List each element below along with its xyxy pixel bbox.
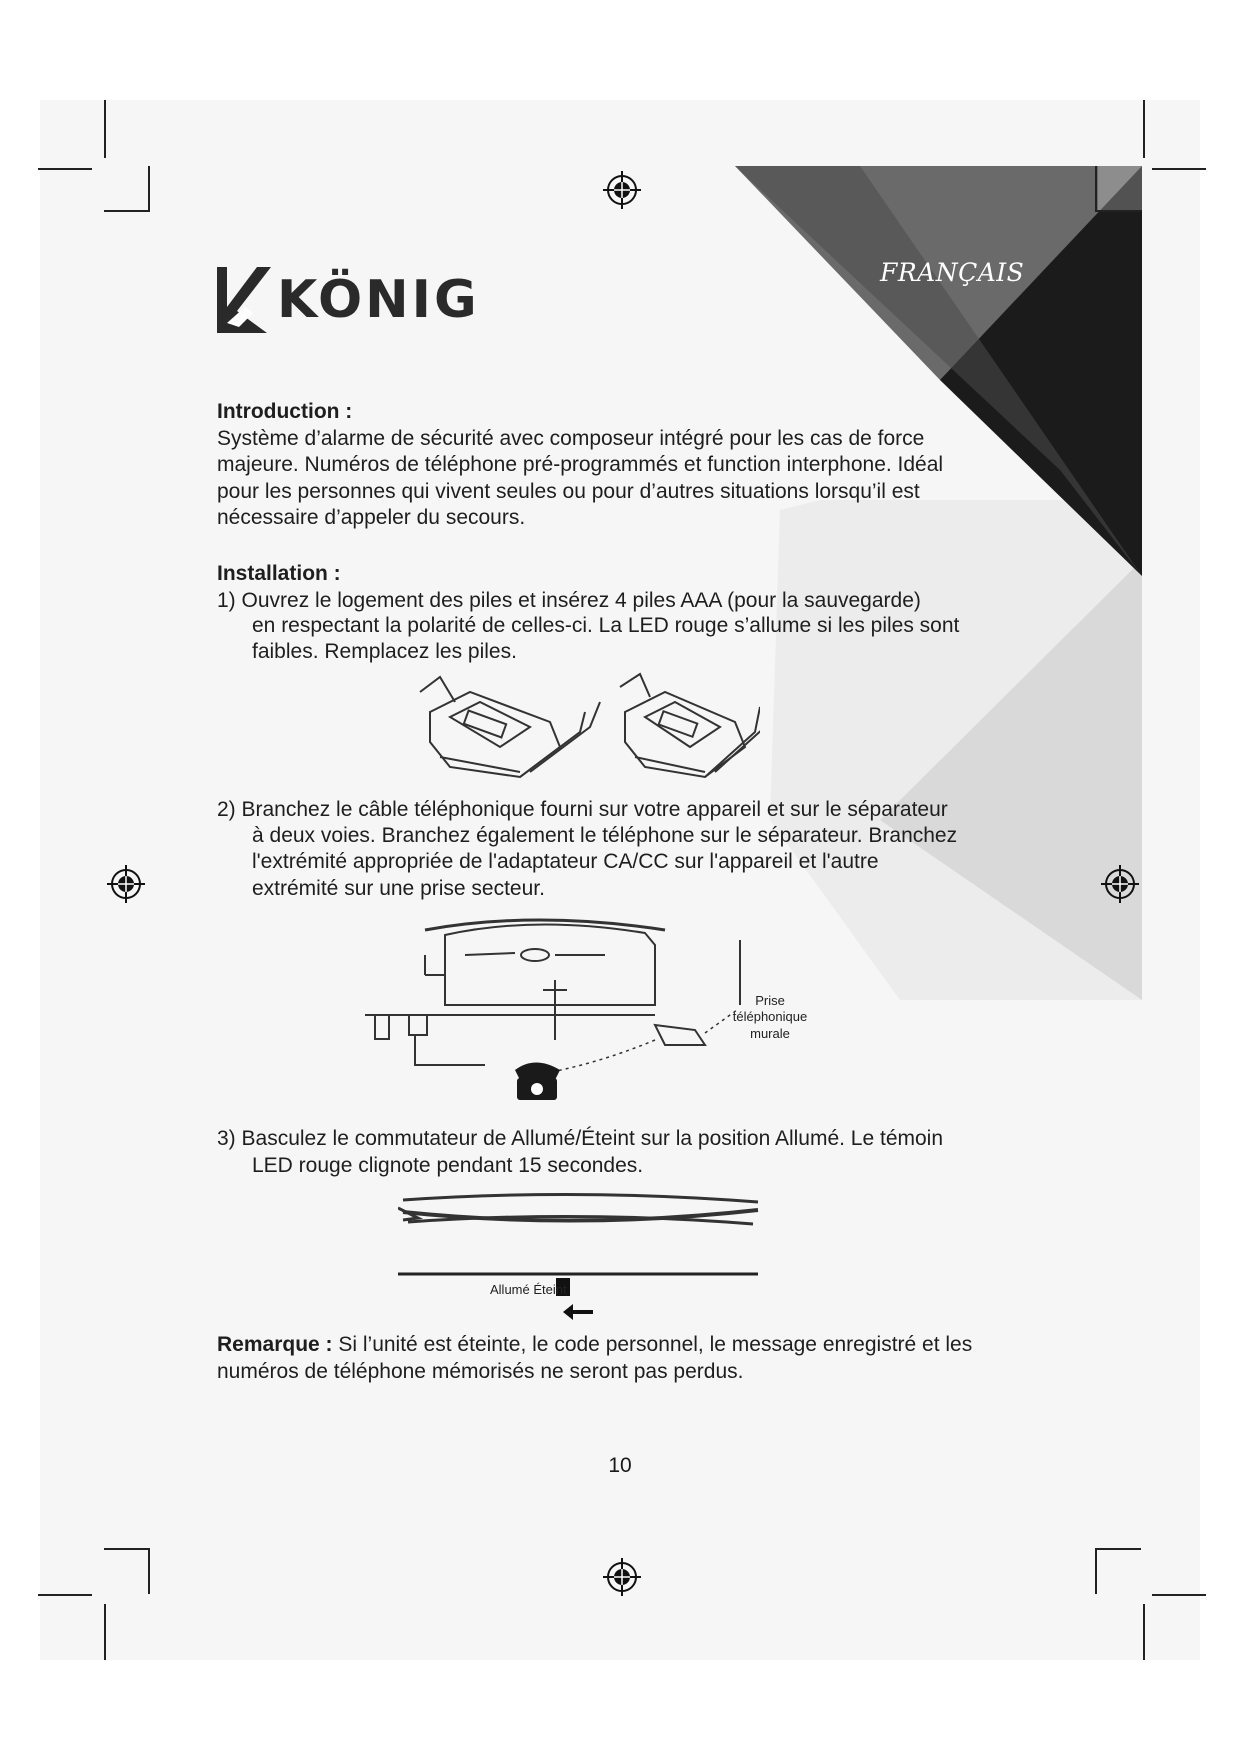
crop-mark: [1152, 168, 1206, 170]
wall-socket-label-line: téléphonique: [732, 1009, 808, 1024]
switch-label: Allumé Éteint: [490, 1282, 567, 1297]
brand-logo: [217, 267, 480, 337]
step2-line: à deux voies. Branchez également le téléphone sur le séparateur. Branchez: [252, 824, 958, 847]
intro-line: pour les personnes qui vivent seules ou pour d’autres situations lorsqu’il est: [217, 480, 920, 503]
remark-line-2: numéros de téléphone mémorisés ne seront pas perdus.: [217, 1360, 744, 1383]
crop-mark: [1095, 1548, 1141, 1550]
battery-illustration: [410, 672, 760, 792]
konig-k-logo-icon: [217, 267, 271, 333]
wall-socket-label-line: murale: [750, 1026, 790, 1041]
registration-mark-icon: [603, 171, 641, 209]
registration-mark-icon: [107, 865, 145, 903]
step1-line: faibles. Remplacez les piles.: [252, 640, 517, 663]
intro-heading: Introduction :: [217, 400, 353, 423]
crop-mark: [1143, 1604, 1145, 1660]
intro-line: majeure. Numéros de téléphone pré-programmés et function interphone. Idéal: [217, 453, 944, 476]
remark-text: Si l’unité est éteinte, le code personnel, le message enregistré et les: [332, 1333, 973, 1356]
crop-mark: [148, 1548, 150, 1594]
crop-mark: [104, 210, 150, 212]
registration-mark-icon: [1101, 865, 1139, 903]
step1-line: en respectant la polarité de celles-ci. La LED rouge s’allume si les piles sont: [252, 614, 960, 637]
page-number: 10: [608, 1454, 632, 1477]
crop-mark: [1143, 100, 1145, 158]
crop-mark: [104, 100, 106, 158]
intro-line: Système d’alarme de sécurité avec composeur intégré pour les cas de force: [217, 427, 925, 450]
remark-label: Remarque :: [217, 1333, 333, 1356]
language-label: FRANÇAIS: [880, 258, 1025, 287]
step2-line: l'extrémité appropriée de l'adaptateur CA/CC sur l'appareil et l'autre: [252, 850, 879, 873]
switch-illustration: [398, 1190, 760, 1320]
intro-line: nécessaire d’appeler du secours.: [217, 506, 526, 529]
crop-mark: [38, 1594, 92, 1596]
step3-line: LED rouge clignote pendant 15 secondes.: [252, 1154, 644, 1177]
crop-mark: [104, 1604, 106, 1660]
step3-line: 3) Basculez le commutateur de Allumé/Éteint sur la position Allumé. Le témoin: [217, 1127, 944, 1150]
brand-name: KÖNIG: [277, 270, 480, 330]
crop-mark: [1095, 1548, 1097, 1594]
telephone-icon: [515, 1063, 560, 1101]
installation-heading: Installation :: [217, 562, 341, 585]
step1-line: 1) Ouvrez le logement des piles et insérez 4 piles AAA (pour la sauvegarde): [217, 589, 921, 612]
crop-mark: [1152, 1594, 1206, 1596]
crop-mark: [38, 168, 92, 170]
step2-line: extrémité sur une prise secteur.: [252, 877, 545, 900]
remark-line: [217, 1331, 972, 1358]
crop-mark: [1095, 210, 1141, 212]
wall-socket-label-line: Prise: [755, 993, 785, 1008]
crop-mark: [104, 1548, 150, 1550]
registration-mark-icon: [603, 1558, 641, 1596]
step2-line: 2) Branchez le câble téléphonique fourni sur votre appareil et sur le séparateur: [217, 798, 948, 821]
crop-mark: [148, 166, 150, 212]
crop-mark: [1095, 166, 1097, 212]
